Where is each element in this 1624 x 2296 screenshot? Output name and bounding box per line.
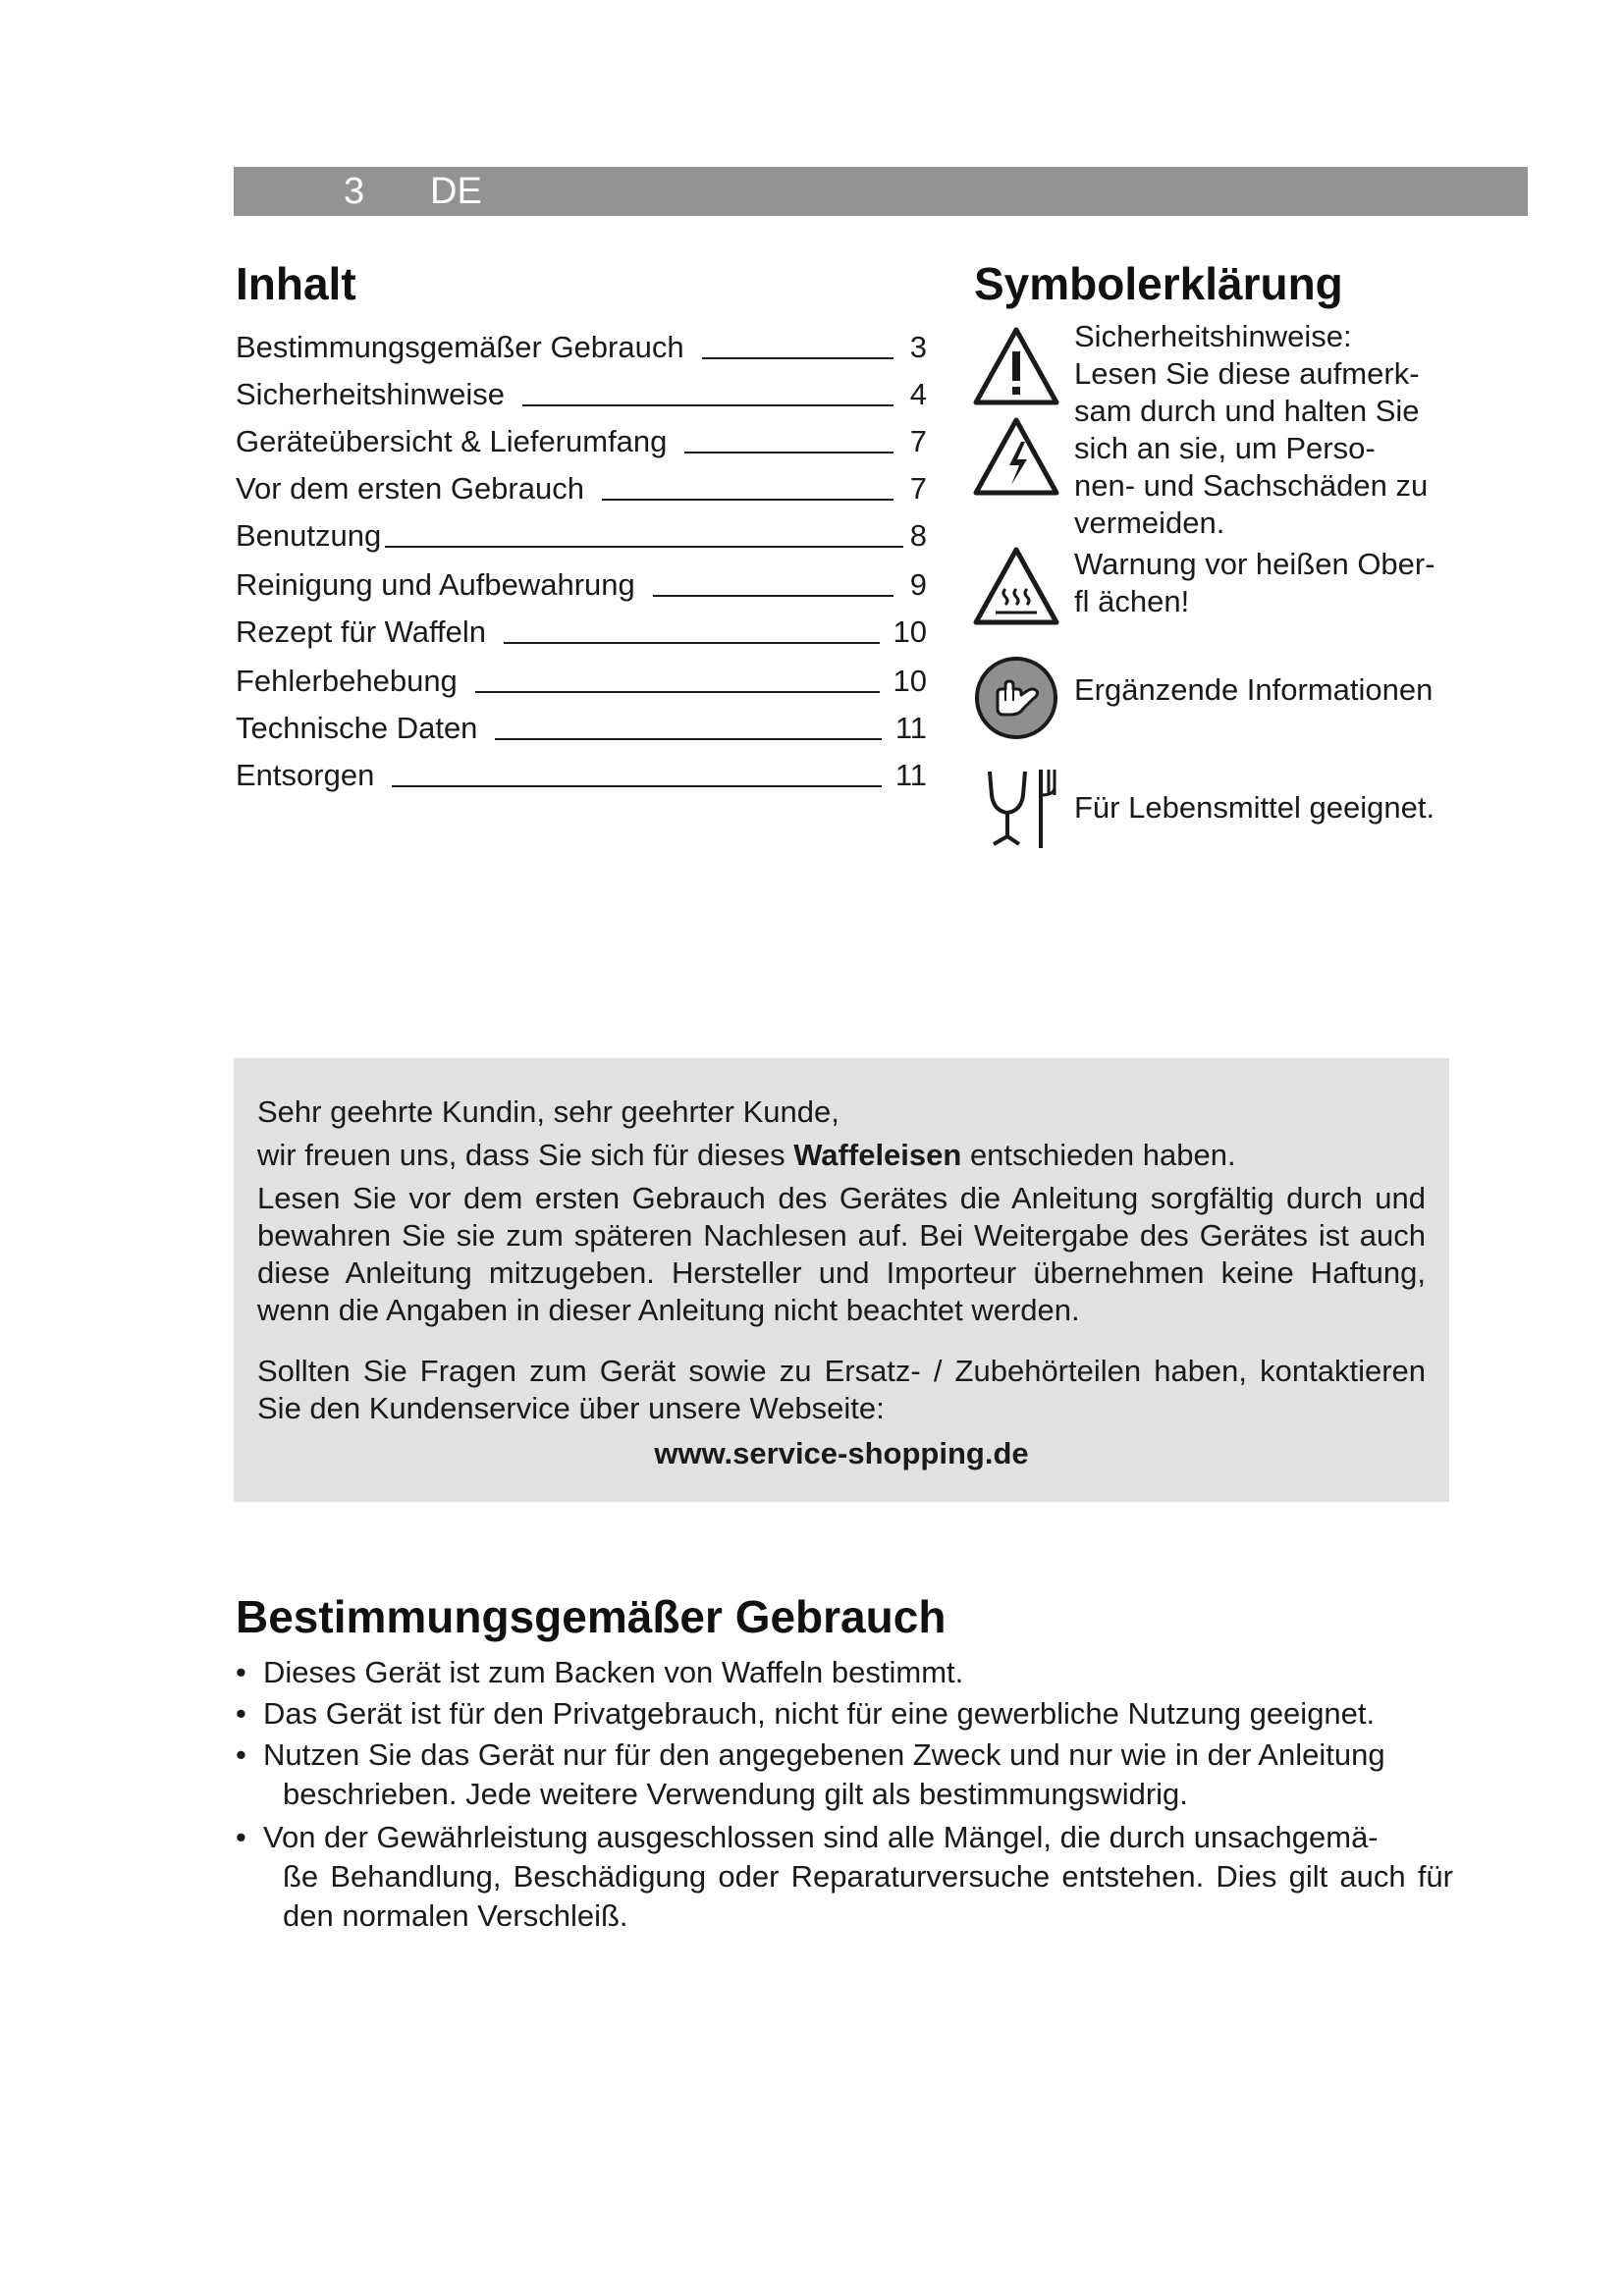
bullet-dot: • (236, 1696, 246, 1731)
toc-entry[interactable] (236, 467, 927, 507)
toc-leader-line (385, 546, 903, 548)
warning-triangle-icon (972, 324, 1060, 406)
toc-entry-label: Fehlerbehebung (236, 664, 458, 698)
customer-notice-box (234, 1058, 1449, 1502)
notice-contact: Sollten Sie Fragen zum Gerät sowie zu Ersatz- / Zubehörteilen haben, kontaktieren Sie den Kundenservice über unsere Webseite: (257, 1354, 1426, 1425)
toc-entry-page: 9 (909, 567, 927, 602)
text-line: sich an sie, um Perso- (1074, 431, 1376, 465)
hot-surface-text (1074, 546, 1435, 620)
service-url-link[interactable]: www.service-shopping.de (654, 1436, 1029, 1470)
hot-surface-icon (972, 544, 1060, 626)
notice-paragraph: Lesen Sie vor dem ersten Gebrauch des Gerätes die Anleitung sorgfältig durch und bewahren Sie sie zum späteren Nachlesen auf. Bei Weitergabe des Gerätes ist auch diese Anleitung mitzugeben. Hersteller und Importeur übernehmen keine Haftung, wenn die Angaben in dieser Anleitung nicht beachtet werden. (257, 1181, 1426, 1327)
page-number: 3 (344, 171, 365, 212)
toc-entry-page: 8 (909, 518, 927, 553)
info-symbol-text: Ergänzende Informationen (1074, 672, 1434, 707)
list-item-continuation: ße Behandlung, Beschädigung oder Reparaturversuche entstehen. Dies gilt auch für den normalen Verschleiß. (283, 1859, 1453, 1933)
food-safe-icon (984, 766, 1062, 850)
toc-leader-line (653, 595, 893, 597)
toc-entry-page: 11 (894, 758, 927, 792)
list-item-text (263, 1735, 1453, 1814)
toc-entry[interactable] (236, 563, 927, 603)
toc-entry-label: Reinigung und Aufbewahrung (236, 567, 635, 602)
toc-entry-page: 10 (893, 614, 927, 649)
notice-greeting: Sehr geehrte Kundin, sehr geehrter Kunde, (257, 1095, 839, 1129)
toc-entry[interactable] (236, 326, 927, 365)
text-line: sam durch und halten Sie (1074, 394, 1420, 428)
toc-leader-line (602, 499, 893, 501)
toc-entry-page: 11 (894, 711, 927, 745)
list-item-first-line: Von der Gewährleistung ausgeschlossen sind alle Mängel, die durch unsachgemä- (263, 1820, 1379, 1854)
toc-entry-label: Bestimmungsgemäßer Gebrauch (236, 330, 684, 364)
list-item-first-line: Nutzen Sie das Gerät nur für den angegebenen Zweck und nur wie in der Anleitung (263, 1737, 1385, 1772)
toc-entry[interactable] (236, 707, 927, 746)
toc-leader-line (504, 642, 880, 644)
hand-info-icon (972, 656, 1060, 740)
toc-entry-label: Benutzung (236, 518, 382, 553)
toc-entry-page: 3 (909, 330, 927, 364)
notice-product-name: Waffeleisen (793, 1138, 962, 1172)
list-item-text: Dieses Gerät ist zum Backen von Waffeln bestimmt. (263, 1655, 964, 1689)
page-header-bar (234, 167, 1528, 216)
toc-leader-line (495, 738, 881, 740)
toc-entry-label: Entsorgen (236, 758, 375, 792)
toc-entry-page: 7 (909, 424, 927, 458)
symbols-title: Symbolerklärung (974, 258, 1343, 309)
intended-use-title: Bestimmungsgemäßer Gebrauch (236, 1591, 947, 1642)
toc-entry[interactable] (236, 611, 927, 650)
toc-leader-line (522, 404, 893, 406)
toc-entry-label: Vor dem ersten Gebrauch (236, 471, 584, 506)
text-line: Lesen Sie diese aufmerk- (1074, 356, 1420, 391)
toc-entry-label: Technische Daten (236, 711, 478, 745)
toc-entry-page: 10 (893, 664, 927, 698)
text-line: nen- und Sachschäden zu (1074, 468, 1429, 503)
toc-entry[interactable] (236, 514, 927, 554)
toc-entry-page: 4 (909, 377, 927, 411)
toc-entry[interactable] (236, 373, 927, 412)
text-line: fl ächen! (1074, 584, 1190, 618)
toc-leader-line (475, 691, 880, 693)
text-line: Warnung vor heißen Ober- (1074, 547, 1435, 581)
text-line: Sicherheitshinweise: (1074, 319, 1352, 353)
toc-title: Inhalt (236, 258, 356, 309)
language-code: DE (430, 171, 482, 212)
notice-intro-end: entschieden haben. (961, 1138, 1236, 1172)
toc-entry-page: 7 (909, 471, 927, 506)
toc-entry-label: Geräteübersicht & Lieferumfang (236, 424, 668, 458)
text-line: vermeiden. (1074, 506, 1225, 540)
toc-entry[interactable] (236, 660, 927, 699)
toc-entry[interactable] (236, 754, 927, 793)
toc-leader-line (684, 452, 893, 454)
bullet-dot: • (236, 1655, 246, 1689)
notice-intro-start: wir freuen uns, dass Sie sich für dieses (257, 1138, 794, 1172)
bullet-dot: • (236, 1737, 246, 1772)
toc-entry-label: Rezept für Waffeln (236, 614, 487, 649)
list-item-continuation: beschrieben. Jede weitere Verwendung gilt als bestimmungswidrig. (283, 1777, 1188, 1811)
list-item-text (263, 1818, 1453, 1936)
toc-leader-line (392, 785, 881, 787)
bullet-dot: • (236, 1820, 246, 1854)
toc-entry-label: Sicherheitshinweise (236, 377, 505, 411)
notice-intro (257, 1137, 1426, 1174)
safety-symbol-text (1074, 318, 1428, 542)
list-item-text: Das Gerät ist für den Privatgebrauch, nicht für eine gewerbliche Nutzung geeignet. (263, 1696, 1376, 1731)
toc-leader-line (702, 357, 893, 359)
toc-entry[interactable] (236, 420, 927, 459)
electric-shock-icon (972, 414, 1060, 497)
food-symbol-text: Für Lebensmittel geeignet. (1074, 790, 1435, 825)
